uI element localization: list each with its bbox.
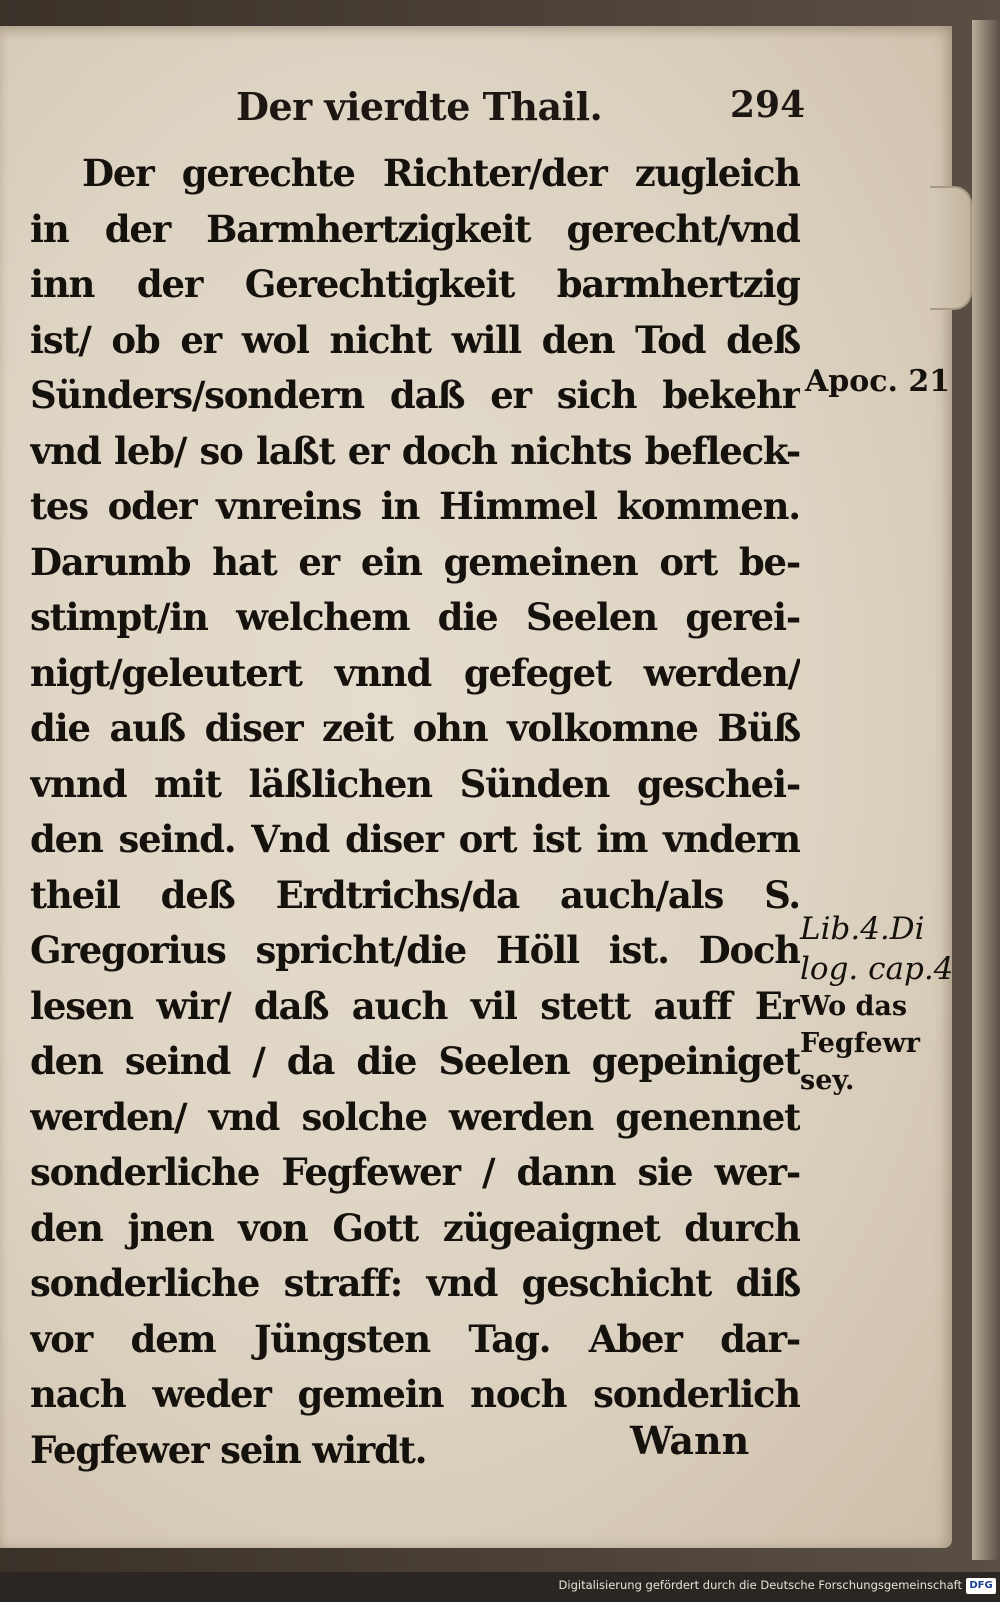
body-line: nigt/geleutert vnnd gefeget werden/: [30, 650, 800, 695]
dfg-logo: DFG: [966, 1578, 996, 1594]
body-line: Darumb hat er ein gemeinen ort be-: [30, 539, 800, 584]
digitization-credit: Digitalisierung gefördert durch die Deutsche Forschungsgemeinschaft: [558, 1578, 962, 1592]
marginal-note-lib-line: log. cap.4: [800, 951, 954, 987]
marginal-note-apoc: Apoc. 21: [805, 364, 951, 399]
marginal-note-fegfewr: [800, 988, 920, 1099]
body-line: Der gerechte Richter/der zugleich: [82, 151, 800, 195]
body-line: ist/ ob er wol nicht will den Tod deß: [30, 317, 800, 362]
body-line: sonderliche Fegfewer / dann sie wer-: [30, 1150, 800, 1194]
body-line: den seind. Vnd diser ort ist im vndern: [30, 817, 800, 861]
body-line: inn der Gerechtigkeit barmhertzig: [30, 262, 800, 306]
body-line: sonderliche straff: vnd geschicht diß: [30, 1261, 800, 1305]
body-text: [30, 146, 800, 1478]
body-line: vor dem Jüngsten Tag. Aber dar-: [30, 1316, 800, 1361]
body-line: den seind / da die Seelen gepeiniget: [30, 1039, 800, 1083]
body-line: tes oder vnreins in Himmel kommen.: [30, 484, 800, 528]
body-line: stimpt/in welchem die Seelen gerei-: [30, 595, 800, 639]
body-line: vnd leb/ so laßt er doch nichts befleck-: [30, 428, 800, 473]
body-line: werden/ vnd solche werden genennet: [30, 1094, 800, 1139]
body-line: die auß diser zeit ohn volkomne Büß: [30, 706, 800, 750]
page-stack-edge: [972, 20, 1000, 1560]
marginal-note-fegfewr-line: Wo das: [800, 991, 908, 1022]
body-line: Sünders/sondern daß er sich bekehr: [30, 373, 800, 417]
body-line: in der Barmhertzigkeit gerecht/vnd: [30, 206, 800, 251]
running-head: [0, 84, 820, 140]
marginal-note-fegfewr-line: sey.: [800, 1065, 855, 1096]
catchword: Wann: [630, 1418, 750, 1463]
body-line: theil deß Erdtrichs/da auch/als S.: [30, 872, 800, 917]
body-line: lesen wir/ daß auch vil stett auff Er: [30, 983, 800, 1028]
marginal-note-fegfewr-line: Fegfewr: [800, 1028, 921, 1059]
body-line: Gregorius spricht/die Höll ist. Doch: [30, 928, 800, 972]
running-title: Der vierdte Thail.: [236, 84, 603, 129]
page-number: 294: [730, 84, 806, 126]
paper-page: [0, 26, 952, 1548]
body-line: Fegfewer sein wirdt.: [30, 1427, 427, 1472]
body-line: nach weder gemein noch sonderlich: [30, 1372, 800, 1416]
marginal-note-lib: [800, 909, 953, 989]
body-line: den jnen von Gott zügeaignet durch: [30, 1205, 800, 1250]
body-line: vnnd mit läßlichen Sünden geschei-: [30, 761, 800, 806]
marginal-note-lib-line: Lib.4.Di: [800, 911, 925, 947]
page-fold-tab: [930, 186, 972, 310]
